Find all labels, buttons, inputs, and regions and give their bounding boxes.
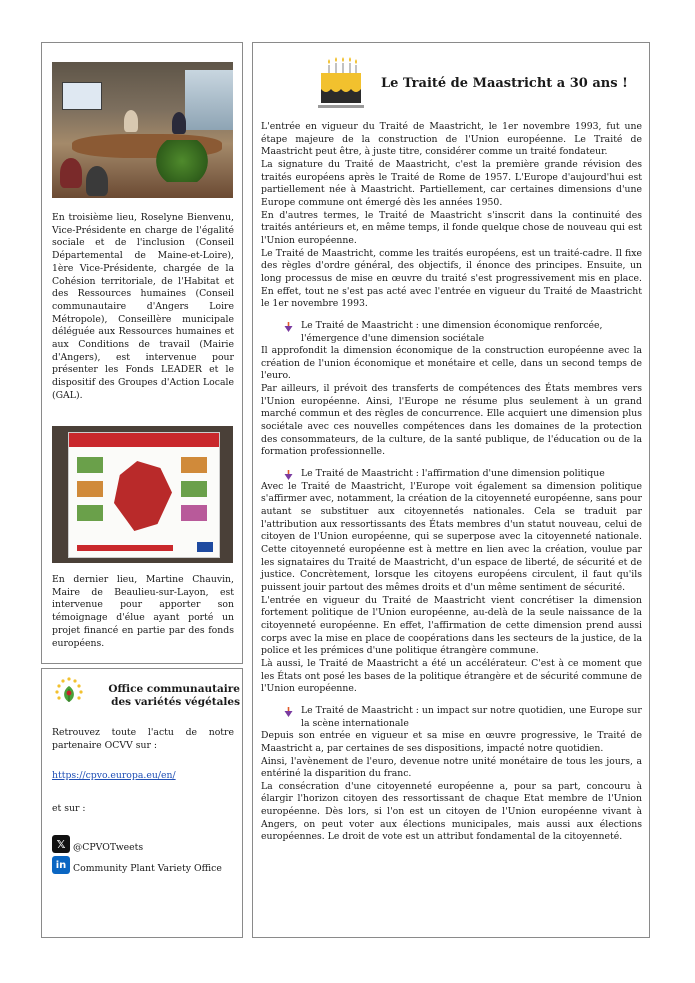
projection-screen [62,82,102,110]
x-handle: @CPVOTweets [73,841,144,853]
x-social-link[interactable] [52,835,143,853]
left-top-panel [41,42,243,664]
x-logo-icon: 𝕏 [52,835,70,853]
arrow-bullet-icon [284,707,293,717]
poster-thumb [181,505,207,521]
person-decor [124,110,138,132]
cpvo-link[interactable]: https://cpvo.europa.eu/en/ [52,770,176,781]
leader-poster-photo [52,426,233,563]
meeting-photo [52,62,233,198]
section3-paragraph: Depuis son entrée en vigueur et sa mise en œuvre progressive, le Traité de Maastricht a, par certaines de ses dispositions, impacté notre quotidien. [261,730,642,754]
linkedin-social-link[interactable] [52,856,222,874]
section2-title: Le Traité de Maastricht : l'affirmation d'une dimension politique [301,468,605,480]
section1-title: Le Traité de Maastricht : une dimension économique renforcée, l'émergence d'une dimension sociétale [301,319,603,344]
intro-paragraph: L'entrée en vigueur du Traité de Maastricht, le 1er novembre 1993, fut une étape majeure de la construction de l'Union européenne. Le Traité de Maastricht peut être, à juste titre, considérer comme un traité fondateur. [261,121,642,158]
linkedin-name: Community Plant Variety Office [73,862,222,874]
section3-title: Le Traité de Maastricht : un impact sur notre quotidien, une Europe sur la scène internationale [301,704,642,729]
arrow-bullet-icon [284,470,293,480]
section-heading-economic [261,320,642,345]
window-decor [185,70,233,130]
poster [68,432,220,558]
bullet-icon [261,468,301,481]
poster-thumb [181,457,207,473]
ocvv-intro: Retrouvez toute l'actu de notre partenaire OCVV sur : [52,727,234,751]
section3-paragraph: La consécration d'une citoyenneté européenne a, pour sa part, concouru à élargir l'horizon citoyen des ressortissant de chaque Etat membre de l'Union européenne. Dès lors, si l'on est un citoyen de l'Union européenne vivant à Angers, on peut voter aux élections municipales, mais aussi aux élections européennes. Le droit de vote est un attribut fondamental de la citoyenneté. [261,780,642,843]
bullet-icon [261,705,301,730]
section-heading-political [261,468,642,481]
section2-paragraph: Avec le Traité de Maastricht, l'Europe voit également sa dimension politique s'affirmer avec, notamment, la création de la citoyenneté européenne, sans pour autant se substituer aux citoyennetés nationales. Cela se traduit par l'attribution aux ressortissants des États membres d'un statut nouveau, celui de citoyen de l'Union européenne, qui se superpose avec la citoyenneté nationale. Cette citoyenneté européenne est à mettre en lien avec la création, voulue par les signataires du Traité de Maastricht, d'un espace de liberté, de sécurité et de justice. Concrètement, lorsque les citoyens européens circulent, il faut qu'ils puissent jouir partout des mêmes droits et d'un même sentiment de sécurité. [261,480,642,593]
birthday-cake-icon [317,55,365,113]
poster-thumb [77,505,103,521]
person-decor [172,112,186,134]
speaker-paragraph-chauvin: En dernier lieu, Martine Chauvin, Maire de Beaulieu-sur-Layon, est intervenue pour apporter son témoignage d'élue ayant porté un projet financé en partie par des fonds européens. [52,574,234,649]
section1-paragraph: Par ailleurs, il prévoit des transferts de compétences des États membres vers l'Union européenne. Ainsi, l'Europe ne résume plus seulement à un grand marché commun et des règles de concurrence. Elle acquiert une dimension plus sociétale avec ces nouvelles compétences dans les domaines de la protection des consommateurs, de la culture, de la santé publique, de l'éducation ou de la formation professionnelle. [261,383,642,458]
ocvv-logo-icon [54,676,84,706]
intro-paragraph: Le Traité de Maastricht, comme les traités européens, est un traité-cadre. Il fixe des règles d'ordre général, des objectifs, il énonce des principes. Ensuite, un long processus de mise en œuvre du traité s'est progressivement mis en place. En effet, tout ne s'est pas acté avec l'entrée en vigueur du Traité de Maastricht le 1er novembre 1993. [261,247,642,310]
person-decor [86,166,108,196]
section-heading-daily-impact [261,705,642,730]
linkedin-logo-icon: in [52,856,70,874]
section3-paragraph: Ainsi, l'avènement de l'euro, devenue notre unité monétaire de tous les jours, a entériné la disparition du franc. [261,755,642,780]
arrow-bullet-icon [284,322,293,332]
intro-paragraph: En d'autres termes, le Traité de Maastricht s'inscrit dans la continuité des traités antérieurs et, en même temps, il fonde quelque chose de nouveau qui est l'Union européenne. [261,209,642,246]
poster-thumb [181,481,207,497]
article-title: Le Traité de Maastricht a 30 ans ! [381,76,628,91]
article-body [261,121,642,844]
ocvv-title-line2: des variétés végétales [111,696,240,708]
poster-header [69,433,219,447]
poster-thumb [77,481,103,497]
plant-decor [152,140,212,182]
eu-flag-icon [197,542,213,552]
ocvv-title [92,683,240,709]
et-sur-label: et sur : [52,803,86,814]
ocvv-panel [41,668,243,938]
section1-paragraph: Il approfondit la dimension économique de la construction européenne avec la création de l'union économique et monétaire et celle, dans un second temps de l'euro. [261,345,642,382]
poster-thumb [77,457,103,473]
speaker-paragraph-bienvenu: En troisième lieu, Roselyne Bienvenu, Vice-Présidente en charge de l'égalité sociale et de l'inclusion (Conseil Départemental de Maine-et-Loire), 1ère Vice-Présidente, chargée de la Cohésion territoriale, de l'Habitat et des Ressources humaines (Conseil communautaire d'Angers Loire Métropole), Conseillère municipale déléguée aux Ressources humaines et aux Conditions de travail (Mairie d'Angers), est intervenue pour présenter les Fonds LEADER et le dispositif des Groupes d'Action Locale (GAL). [52,212,234,401]
intro-paragraph: La signature du Traité de Maastricht, c'est la première grande révision des traités européens après le Traité de Rome de 1957. L'Europe d'aujourd'hui est partiellement née à Maastricht. Partiellement, car certaines dimensions d'une Europe commune ont émergé dès les années 1950. [261,158,642,208]
bullet-icon [261,320,301,345]
section2-paragraph: Là aussi, le Traité de Maastricht a été un accélérateur. C'est à ce moment que les États ont posé les bases de la politique étrangère et de sécurité commune de l'Union européenne. [261,657,642,695]
poster-footer [77,545,173,551]
ocvv-title-line1: Office communautaire [108,683,240,695]
article-panel [252,42,650,938]
person-decor [60,158,82,188]
section2-paragraph: L'entrée en vigueur du Traité de Maastricht vient concrétiser la dimension fortement politique de l'Union européenne, au-delà de la seule naissance de la citoyenneté européenne. En effet, l'affirmation de cette dimension prend aussi corps avec la mise en place de coopérations dans les secteurs de la justice, de la police et les prémices d'une politique étrangère commune. [261,594,642,657]
poster-map [114,461,172,531]
